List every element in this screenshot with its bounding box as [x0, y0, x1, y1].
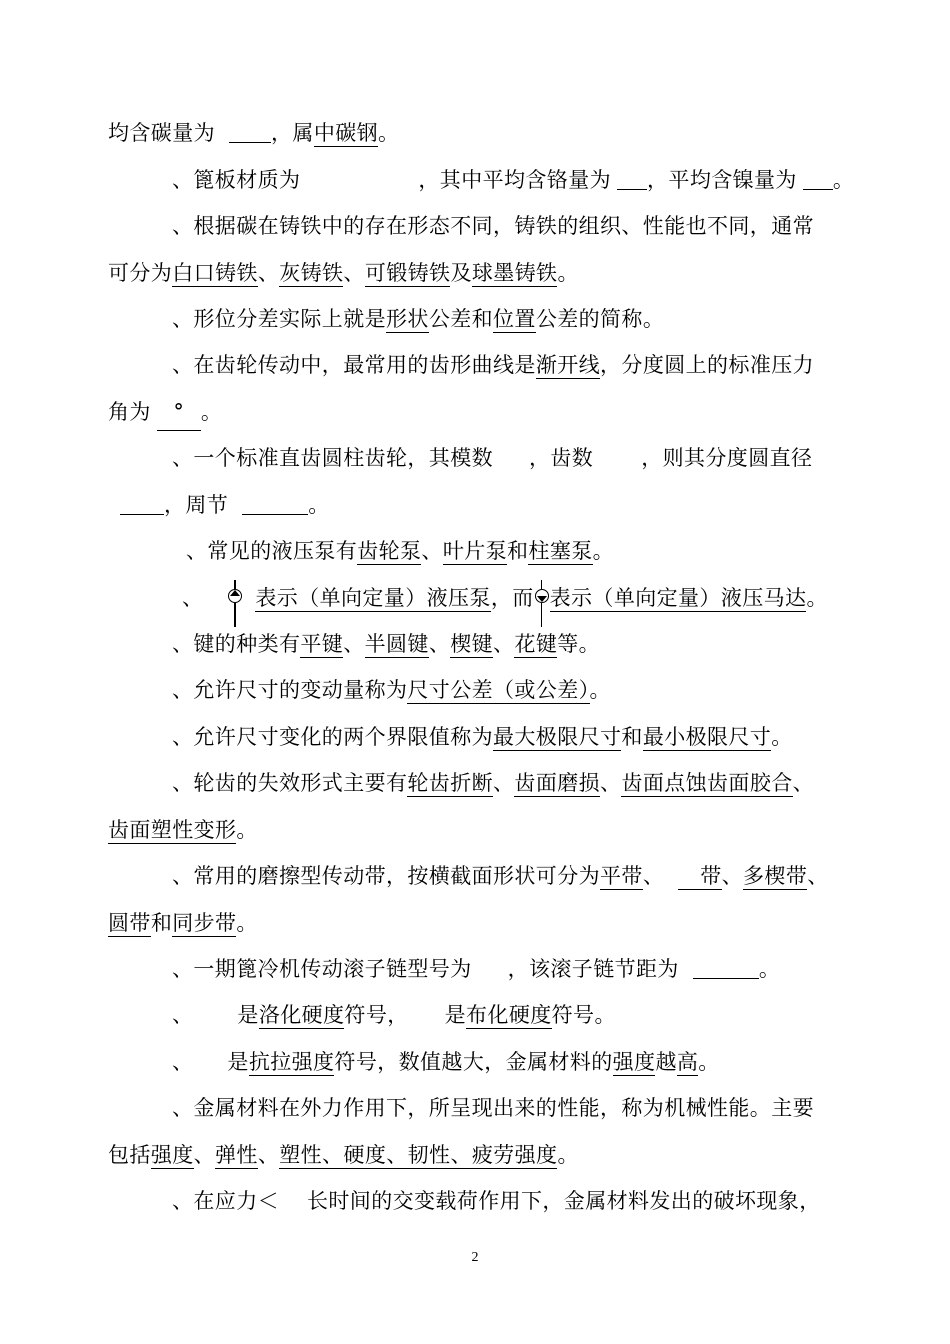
answer: 齿面磨损 — [514, 771, 601, 795]
line-2 — [172, 163, 854, 197]
text: ，分度圆上的标准压力 — [600, 353, 815, 377]
text: 和 — [150, 911, 173, 935]
text: 。 — [236, 911, 258, 935]
answer: 可锻铸铁 — [364, 261, 451, 285]
text: 、在齿轮传动中，最常用的齿形曲线是 — [172, 353, 536, 377]
text: 、 — [642, 864, 665, 888]
text: 、 — [182, 586, 204, 610]
line-12 — [172, 627, 600, 661]
text: 。 — [758, 957, 781, 981]
line-23 — [108, 1138, 579, 1172]
answer: 强度 — [612, 1050, 656, 1074]
line-16 — [108, 813, 258, 847]
text: ，属 — [271, 121, 314, 145]
text: 公差和 — [428, 307, 494, 331]
answer: 布化硬度 — [466, 1003, 552, 1027]
text: 公差的简称。 — [535, 307, 665, 331]
answer: 最小极限尺寸 — [642, 725, 772, 749]
answer: 齿面塑性变形 — [108, 818, 237, 842]
line-20 — [172, 998, 616, 1032]
answer: 强度 — [150, 1143, 194, 1167]
answer: 柱塞泵 — [528, 539, 593, 563]
text: ，则其分度圆直径 — [641, 446, 813, 470]
text: 、常用的磨擦型传动带，按横截面形状可分为 — [172, 864, 600, 888]
text: 、 — [257, 1143, 280, 1167]
answer: 位置 — [493, 307, 536, 331]
line-11 — [182, 581, 828, 615]
text: 、 — [807, 864, 829, 888]
line-13 — [172, 673, 611, 707]
text: 、根据碳在铸铁中的存在形态不同，铸铁的组织、性能也不同，通常 — [172, 214, 814, 238]
text: 。 — [557, 261, 579, 285]
text: 。 — [308, 493, 330, 517]
text: 、 — [172, 1050, 194, 1074]
answer: 中碳钢 — [313, 121, 379, 145]
blank — [242, 492, 308, 515]
text: 。 — [832, 168, 855, 192]
text: 和 — [507, 539, 529, 563]
text: ，而 — [490, 586, 534, 610]
line-14 — [172, 720, 793, 754]
text: 是 — [227, 1050, 249, 1074]
text: 符号，数值越大，金属材料的 — [334, 1050, 613, 1074]
text: 包括 — [108, 1143, 151, 1167]
answer: 表示（单向定量）液压泵 — [255, 586, 491, 610]
line-4 — [108, 256, 579, 290]
line-10 — [186, 534, 614, 568]
text: 。 — [806, 586, 828, 610]
answer: 尺寸公差（或公差） — [407, 678, 590, 702]
text: 等。 — [557, 632, 601, 656]
text: ，齿数 — [529, 446, 594, 470]
text: 角为 — [108, 400, 151, 424]
text: 。 — [592, 539, 615, 563]
text: 及 — [450, 261, 472, 285]
blank — [120, 492, 164, 515]
text: 越 — [655, 1050, 677, 1074]
text: 是 — [444, 1003, 467, 1027]
line-5 — [172, 302, 664, 336]
text: 均含碳量为 — [108, 121, 215, 145]
text: 。 — [200, 400, 223, 424]
text: 、 — [193, 1143, 216, 1167]
text: 。 — [589, 678, 611, 702]
hydraulic-motor-symbol — [534, 586, 550, 608]
text: 、 — [343, 632, 365, 656]
answer: 带 — [678, 864, 721, 890]
answer: 平键 — [300, 632, 344, 656]
answer: 多楔带 — [743, 864, 808, 888]
line-1 — [108, 116, 399, 150]
answer: 圆带 — [108, 911, 151, 935]
answer: 白口铸铁 — [172, 261, 258, 285]
blank — [693, 956, 759, 979]
answer: 花键 — [514, 632, 558, 656]
line-21 — [172, 1045, 720, 1079]
text: 、 — [721, 864, 744, 888]
text: 。 — [236, 818, 258, 842]
answer: 同步带 — [172, 911, 237, 935]
answer: 齿轮泵 — [357, 539, 422, 563]
text: 、常见的液压泵有 — [186, 539, 358, 563]
text: 。 — [771, 725, 793, 749]
line-9 — [120, 488, 330, 522]
answer: 洛化硬度 — [258, 1003, 345, 1027]
text: 、轮齿的失效形式主要有 — [172, 771, 408, 795]
line-22 — [172, 1091, 814, 1125]
text: 、 — [493, 771, 515, 795]
text: 、允许尺寸变化的两个界限值称为 — [172, 725, 493, 749]
line-19 — [172, 952, 780, 986]
text: ，周节 — [164, 493, 229, 517]
text: 、键的种类有 — [172, 632, 301, 656]
answer: 齿面点蚀齿面胶合 — [621, 771, 793, 795]
text: ，该滚子链节距为 — [507, 957, 679, 981]
blank — [803, 167, 833, 190]
answer: 楔键 — [450, 632, 494, 656]
text: 、 — [428, 632, 451, 656]
text: 、篦板材质为 — [172, 168, 301, 192]
answer: ° — [157, 395, 201, 431]
text: 是 — [237, 1003, 259, 1027]
hydraulic-pump-symbol — [227, 586, 243, 608]
line-15 — [172, 766, 814, 800]
answer: 形状 — [386, 307, 429, 331]
text: 、 — [792, 771, 815, 795]
text: 、 — [421, 539, 443, 563]
answer: 最大极限尺寸 — [493, 725, 622, 749]
text: 和 — [621, 725, 643, 749]
answer: 高 — [676, 1050, 699, 1074]
answer: 叶片泵 — [442, 539, 508, 563]
line-7 — [108, 395, 222, 429]
text: 、允许尺寸的变动量称为 — [172, 678, 408, 702]
text: 长时间的交变载荷作用下，金属材料发出的破坏现象， — [307, 1189, 821, 1213]
text: 。 — [698, 1050, 720, 1074]
text: 可分为 — [108, 261, 173, 285]
line-3 — [172, 209, 814, 243]
text: 。 — [378, 121, 400, 145]
answer: 表示（单向定量）液压马达 — [549, 586, 807, 610]
line-24 — [172, 1184, 821, 1218]
answer: 塑性、硬度、韧性、疲劳强度 — [279, 1143, 558, 1167]
answer: 半圆键 — [364, 632, 429, 656]
text: 符号， — [344, 1003, 409, 1027]
answer: 抗拉强度 — [248, 1050, 335, 1074]
answer: 灰铸铁 — [279, 261, 344, 285]
line-6 — [172, 348, 814, 382]
text: 、 — [172, 1003, 194, 1027]
text: 、 — [600, 771, 622, 795]
answer: 弹性 — [215, 1143, 258, 1167]
text: 、一个标准直齿圆柱齿轮，其模数 — [172, 446, 493, 470]
text: 、 — [493, 632, 515, 656]
text: ，平均含镍量为 — [647, 168, 797, 192]
page-number: 2 — [471, 1250, 479, 1265]
blank — [617, 167, 647, 190]
text: 、金属材料在外力作用下，所呈现出来的性能，称为机械性能。主要 — [172, 1096, 814, 1120]
answer: 轮齿折断 — [407, 771, 494, 795]
answer: 球墨铸铁 — [471, 261, 558, 285]
text: 。 — [557, 1143, 579, 1167]
text: 、 — [257, 261, 280, 285]
answer: 渐开线 — [535, 353, 601, 377]
text: 、形位分差实际上就是 — [172, 307, 386, 331]
text: 、在应力＜ — [172, 1189, 279, 1213]
text: 、 — [343, 261, 365, 285]
text: 符号。 — [551, 1003, 616, 1027]
text: ，其中平均含铬量为 — [418, 168, 612, 192]
answer: 平带 — [600, 864, 643, 888]
line-17 — [172, 859, 829, 893]
text: 、一期篦冷机传动滚子链型号为 — [172, 957, 472, 981]
line-8 — [172, 441, 812, 475]
blank — [229, 120, 271, 143]
line-18 — [108, 906, 258, 940]
